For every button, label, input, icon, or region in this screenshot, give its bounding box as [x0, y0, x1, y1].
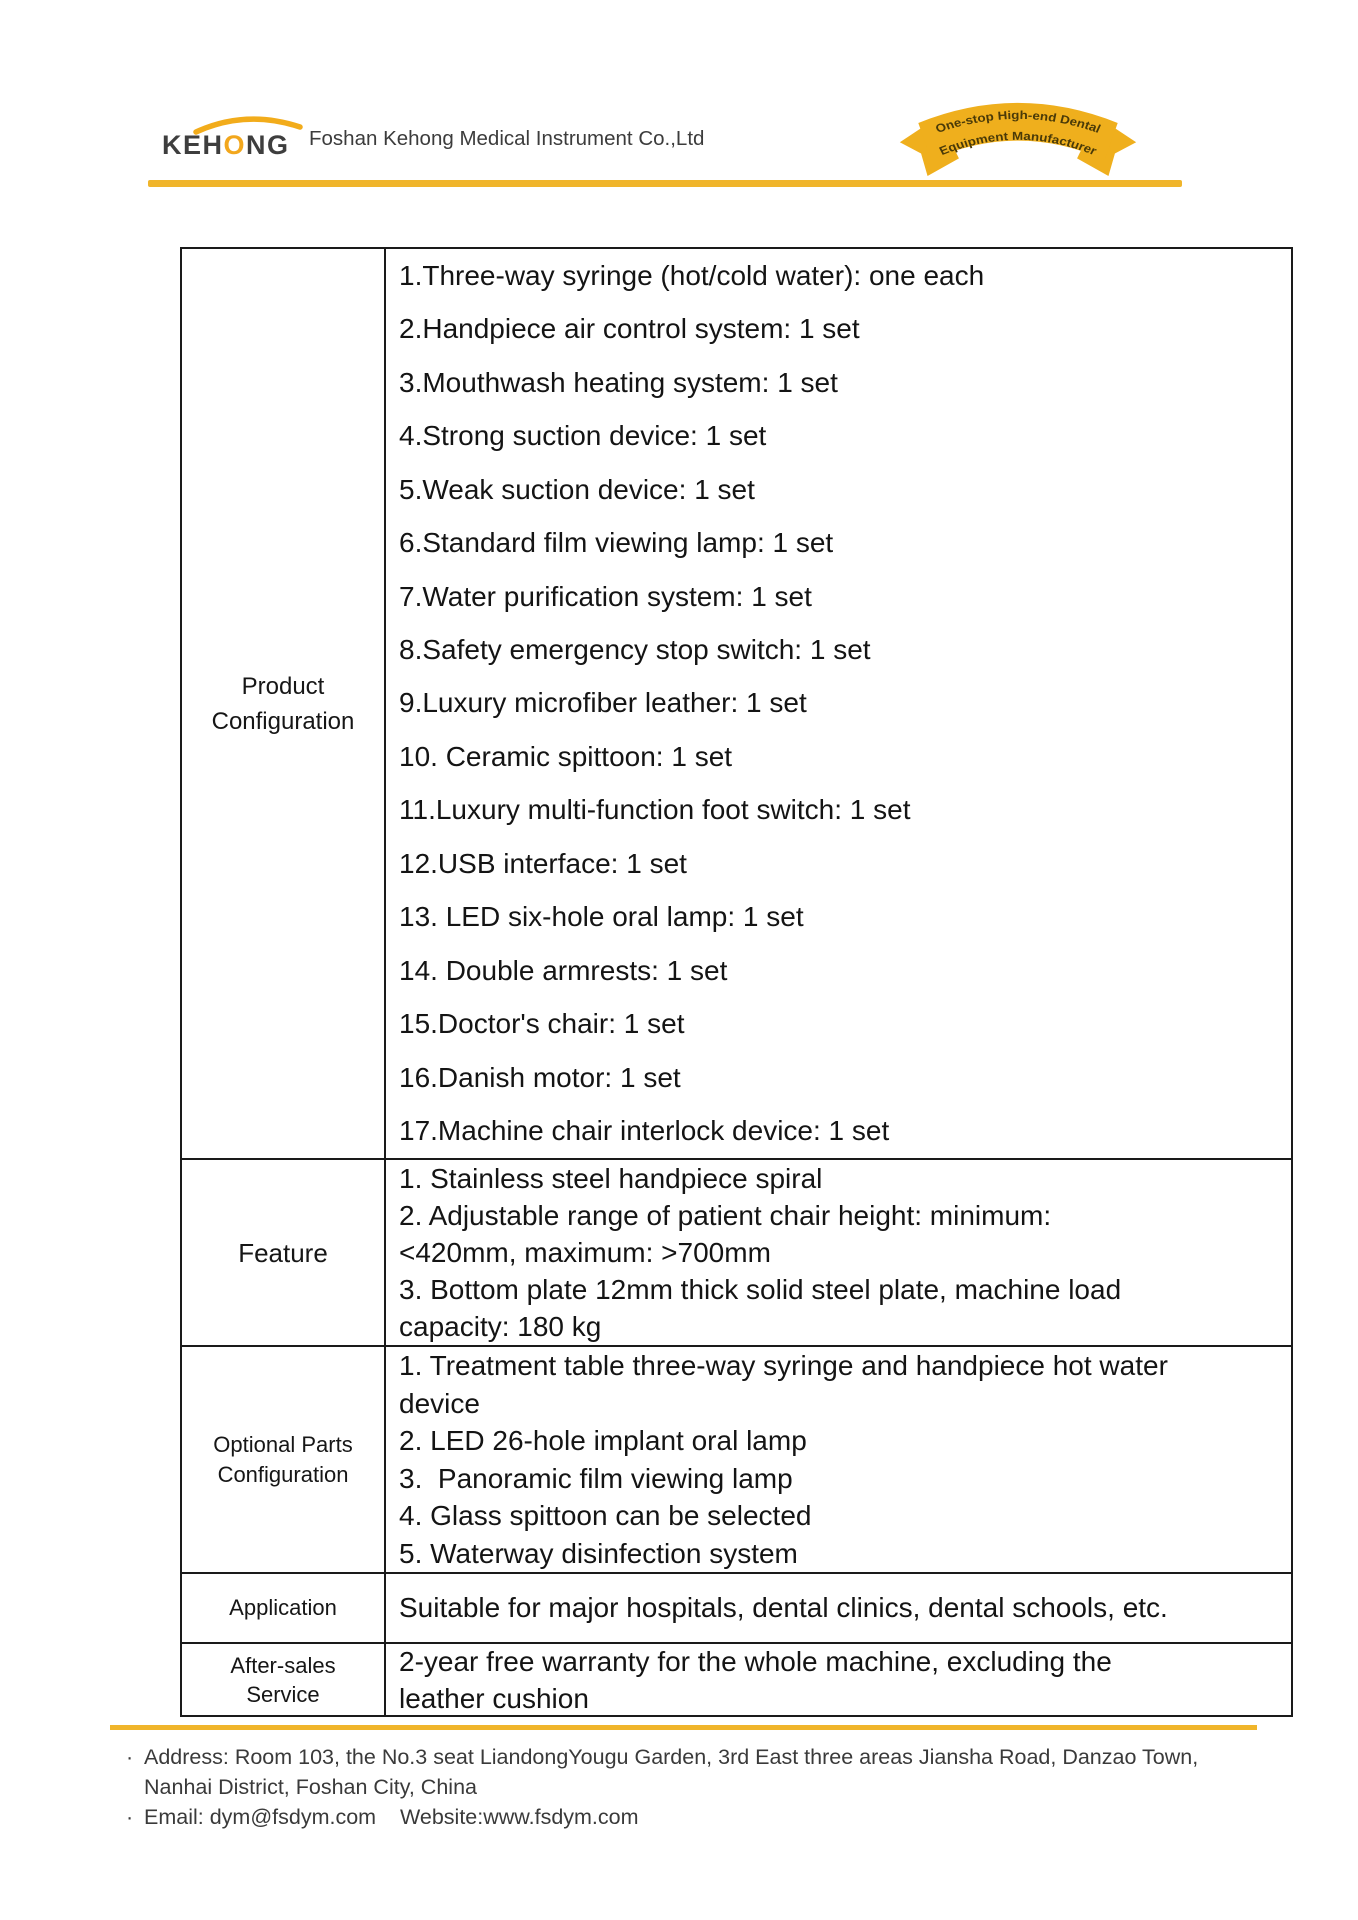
spec-table [180, 247, 1293, 1717]
list-item: 16.Danish motor: 1 set [399, 1061, 681, 1093]
address-text: Address: Room 103, the No.3 seat LiandongYougu Garden, 3rd East three areas Jiansha Road, Danzao Town, [144, 1745, 1199, 1769]
row-label-application [182, 1574, 386, 1642]
optional-line: 3. Panoramic film viewing lamp [399, 1462, 793, 1494]
row-content-optional-parts [386, 1347, 1291, 1572]
row-label-line: Optional Parts [213, 1431, 353, 1457]
row-label-line: Configuration [211, 707, 355, 735]
row-label-line: Service [246, 1681, 320, 1707]
list-item: 7.Water purification system: 1 set [399, 580, 812, 612]
table-row-after-sales [182, 1642, 1291, 1715]
logo-text-prefix: KEH [162, 130, 224, 160]
list-item: 2.Handpiece air control system: 1 set [399, 313, 860, 345]
optional-line: device [399, 1387, 480, 1419]
row-content-product-configuration [386, 249, 1291, 1158]
footer-address-line1 [126, 1742, 1306, 1772]
row-label-line: Configuration [217, 1461, 349, 1487]
row-content-after-sales [386, 1644, 1291, 1715]
bullet-icon: · [126, 1805, 134, 1829]
address-text-continued: Nanhai District, Foshan City, China [144, 1775, 477, 1799]
list-item: 11.Luxury multi-function foot switch: 1 set [399, 794, 911, 826]
feature-line: capacity: 180 kg [399, 1311, 602, 1342]
row-label-optional-parts [182, 1347, 386, 1572]
company-name: Foshan Kehong Medical Instrument Co.,Ltd [309, 127, 705, 150]
application-text: Suitable for major hospitals, dental clinics, dental schools, etc. [399, 1592, 1168, 1623]
feature-line: <420mm, maximum: >700mm [399, 1237, 771, 1268]
table-row-product-configuration [182, 249, 1291, 1158]
list-item: 13. LED six-hole oral lamp: 1 set [399, 901, 804, 933]
row-label-line: Feature [238, 1237, 328, 1268]
header-divider [148, 180, 1182, 187]
row-label-product-configuration [182, 249, 386, 1158]
list-item: 15.Doctor's chair: 1 set [399, 1008, 685, 1040]
footer-address-line2 [126, 1772, 1306, 1802]
after-sales-line: 2-year free warranty for the whole machine, excluding the [399, 1646, 1112, 1677]
list-item: 17.Machine chair interlock device: 1 set [399, 1115, 890, 1147]
row-label-line: Product [241, 672, 325, 700]
row-label-line: Application [229, 1595, 337, 1620]
table-row-feature [182, 1158, 1291, 1345]
optional-line: 5. Waterway disinfection system [399, 1537, 798, 1569]
list-item: 4.Strong suction device: 1 set [399, 420, 767, 452]
feature-line: 1. Stainless steel handpiece spiral [399, 1163, 823, 1194]
footer [126, 1742, 1306, 1832]
bullet-icon: · [126, 1745, 134, 1769]
footer-divider [110, 1725, 1257, 1730]
ribbon-badge-icon [898, 86, 1138, 176]
optional-line: 4. Glass spittoon can be selected [399, 1500, 812, 1531]
bullet-spacer [126, 1772, 144, 1802]
feature-line: 3. Bottom plate 12mm thick solid steel plate, machine load [399, 1274, 1122, 1305]
list-item: 5.Weak suction device: 1 set [399, 473, 755, 505]
list-item: 9.Luxury microfiber leather: 1 set [399, 687, 807, 719]
email-website-text: Email: dym@fsdym.com Website:www.fsdym.com [144, 1805, 639, 1829]
row-content-application [386, 1574, 1291, 1642]
row-label-after-sales [182, 1644, 386, 1715]
table-row-optional-parts [182, 1345, 1291, 1572]
row-label-line: After-sales [230, 1652, 336, 1678]
row-label-feature [182, 1160, 386, 1345]
list-item: 14. Double armrests: 1 set [399, 954, 728, 986]
list-item: 3.Mouthwash heating system: 1 set [399, 366, 838, 398]
list-item: 12.USB interface: 1 set [399, 847, 687, 879]
logo-text-suffix: NG [246, 130, 290, 160]
feature-line: 2. Adjustable range of patient chair height: minimum: [399, 1200, 1052, 1231]
optional-line: 1. Treatment table three-way syringe and handpiece hot water [399, 1350, 1168, 1381]
list-item: 6.Standard film viewing lamp: 1 set [399, 527, 834, 559]
optional-line: 2. LED 26-hole implant oral lamp [399, 1425, 807, 1456]
footer-contact-line [126, 1802, 1306, 1832]
list-item: 1.Three-way syringe (hot/cold water): one each [399, 259, 985, 291]
row-content-feature [386, 1160, 1291, 1345]
list-item: 10. Ceramic spittoon: 1 set [399, 740, 733, 772]
after-sales-line: leather cushion [399, 1682, 589, 1714]
list-item: 8.Safety emergency stop switch: 1 set [399, 634, 871, 666]
badge-text-line2: Equipment Manufacturer [937, 129, 1099, 158]
logo-text-o: O [223, 130, 247, 160]
table-row-application [182, 1572, 1291, 1642]
badge-text-line1: One-stop High-end Dental [933, 108, 1103, 136]
logo [162, 132, 290, 159]
